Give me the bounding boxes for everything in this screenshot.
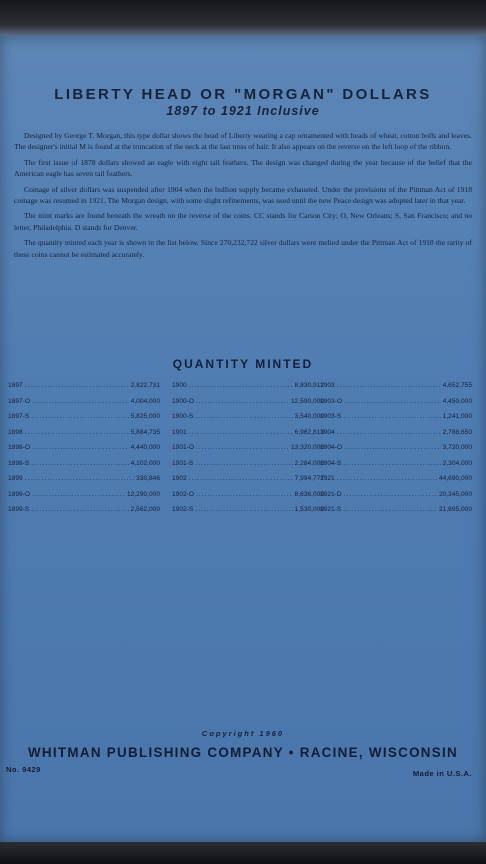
mintage-row xyxy=(8,444,160,460)
mintage-row xyxy=(172,506,324,522)
mint-year: 1904-O xyxy=(320,444,342,451)
mint-quantity: 12,290,000 xyxy=(126,490,160,498)
mint-year: 1921-S xyxy=(320,506,342,513)
mintage-row xyxy=(8,429,160,445)
mint-year: 1897-S xyxy=(8,413,30,420)
mint-year: 1898-S xyxy=(8,459,30,467)
mintage-column-1 xyxy=(8,382,160,522)
mint-quantity: 4,004,000 xyxy=(130,397,160,405)
dot-leader xyxy=(337,429,441,436)
mint-year: 1903-S xyxy=(320,413,342,420)
mintage-row xyxy=(8,382,160,398)
mintage-row xyxy=(8,491,160,507)
mintage-column-2 xyxy=(172,382,324,522)
mintage-row xyxy=(320,444,472,460)
description-text xyxy=(14,130,472,264)
quantity-minted-heading: QUANTITY MINTED xyxy=(172,357,314,371)
catalog-number: No. 9429 xyxy=(6,765,41,774)
publisher-line: WHITMAN PUBLISHING COMPANY • RACINE, WISCONSIN xyxy=(27,745,458,760)
mintage-row xyxy=(320,491,472,507)
mint-year: 1921 xyxy=(320,475,335,482)
mint-quantity: 2,284,000 xyxy=(294,459,324,467)
mint-quantity: 7,994,777 xyxy=(294,475,324,482)
mint-quantity: 3,540,000 xyxy=(294,413,324,420)
mint-year: 1900-O xyxy=(172,397,194,405)
mint-quantity: 330,846 xyxy=(136,475,160,482)
mintage-row xyxy=(172,460,324,476)
copyright: Copyright 1960 xyxy=(201,729,285,738)
dot-leader xyxy=(25,429,129,436)
dot-leader xyxy=(25,382,129,389)
dot-leader xyxy=(31,506,128,513)
dot-leader xyxy=(343,506,437,513)
mintage-row xyxy=(8,506,160,522)
bottom-edge xyxy=(0,842,486,864)
mint-year: 1904-S xyxy=(320,459,342,467)
mint-year: 1900-S xyxy=(172,413,194,420)
mintage-column-3 xyxy=(320,382,472,522)
mint-quantity: 2,788,650 xyxy=(442,428,472,436)
paragraph-coinage: Coinage of silver dollars was suspended after 1904 when the bullion supply became exhausted. Under the provisions of the Pittman Act of 1918 coinage was resumed in 1921. The Morgan design, with some slight refinements, was used until the new Peace design was adopted later in that year. xyxy=(14,184,472,206)
top-edge xyxy=(0,0,486,36)
mint-quantity: 21,695,000 xyxy=(438,506,472,513)
mint-quantity: 2,562,000 xyxy=(130,506,160,513)
mint-quantity: 5,884,735 xyxy=(130,428,160,436)
dot-leader xyxy=(337,382,441,389)
paragraph-quantity: The quantity minted each year is shown in the list below. Since 270,232,722 silver dollars were melted under the Pittman Act of 1918 the rarity of these coins cannot be estimated accurately. xyxy=(14,238,472,259)
dot-leader xyxy=(196,398,289,405)
page-title: LIBERTY HEAD OR "MORGAN" DOLLARS xyxy=(54,86,432,103)
mint-quantity: 13,320,000 xyxy=(290,444,324,451)
dot-leader xyxy=(196,491,293,498)
dot-leader xyxy=(196,444,289,451)
mint-quantity: 1,530,000 xyxy=(294,506,324,513)
mint-year: 1902 xyxy=(172,475,187,482)
mint-year: 1899 xyxy=(8,475,23,482)
mintage-row xyxy=(172,382,324,398)
mintage-row xyxy=(320,413,472,429)
mint-quantity: 20,345,000 xyxy=(438,490,472,498)
mint-year: 1902-S xyxy=(172,506,194,513)
mint-year: 1904 xyxy=(320,428,335,436)
mint-year: 1903 xyxy=(320,382,335,389)
paragraph-design: Designed by George T. Morgan, this type dollar shows the head of Liberty wearing a cap ornamented with heads of wheat, cotton bolls and leaves. The designer's initial M is found at the truncation of the neck at the last tress of hair. It also appears on the reverse on the left loop of the ribbon. xyxy=(14,131,472,152)
mint-year: 1898-O xyxy=(8,444,30,451)
mintage-row xyxy=(320,398,472,414)
dot-leader xyxy=(343,413,440,420)
dot-leader xyxy=(32,398,129,405)
dot-leader xyxy=(195,460,292,467)
dot-leader xyxy=(344,491,437,498)
paragraph-mint-marks: The mint marks are found beneath the wreath on the reverse of the coins. CC stands for Carson City; O, New Orleans; S, San Francisco; and no letter, Philadelphia. D stands for Denver. xyxy=(14,211,472,232)
mintage-row xyxy=(172,398,324,414)
made-in-usa: Made in U.S.A. xyxy=(412,769,472,778)
dot-leader xyxy=(337,475,437,482)
dot-leader xyxy=(32,444,129,451)
mint-quantity: 4,440,000 xyxy=(130,444,160,451)
mintage-row xyxy=(320,506,472,522)
mintage-row xyxy=(320,382,472,398)
dot-leader xyxy=(31,460,128,467)
mint-quantity: 1,241,000 xyxy=(442,413,472,420)
mint-year: 1900 xyxy=(172,382,187,389)
mint-year: 1901 xyxy=(172,428,187,436)
mintage-row xyxy=(172,444,324,460)
mint-quantity: 4,102,000 xyxy=(130,459,160,467)
mint-year: 1898 xyxy=(8,428,23,436)
mintage-row xyxy=(8,460,160,476)
dot-leader xyxy=(344,444,441,451)
mintage-row xyxy=(172,491,324,507)
dot-leader xyxy=(343,460,440,467)
mint-quantity: 8,830,912 xyxy=(294,382,324,389)
mint-quantity: 3,720,000 xyxy=(442,444,472,451)
dot-leader xyxy=(189,429,293,436)
mintage-row xyxy=(320,475,472,491)
mintage-row xyxy=(8,475,160,491)
mint-year: 1903-O xyxy=(320,397,342,405)
mintage-row xyxy=(172,475,324,491)
mint-quantity: 12,590,000 xyxy=(290,397,324,405)
mintage-row xyxy=(172,429,324,445)
dot-leader xyxy=(195,506,292,513)
paragraph-tail-feathers: The first issue of 1878 dollars showed an eagle with eight tail feathers. The design was changed during the year because of the belief that the American eagle has seven tail feathers. xyxy=(14,157,472,179)
mintage-row xyxy=(172,413,324,429)
mint-year: 1897-O xyxy=(8,397,30,405)
mint-year: 1899-O xyxy=(8,490,30,498)
page-subtitle: 1897 to 1921 Inclusive xyxy=(166,104,320,118)
mintage-row xyxy=(320,429,472,445)
dot-leader xyxy=(31,413,128,420)
mint-quantity: 2,304,000 xyxy=(442,459,472,467)
mint-quantity: 5,825,000 xyxy=(130,413,160,420)
mint-quantity: 4,450,000 xyxy=(442,397,472,405)
mint-year: 1902-O xyxy=(172,490,194,498)
dot-leader xyxy=(32,491,125,498)
mint-year: 1899-S xyxy=(8,506,30,513)
mint-year: 1901-S xyxy=(172,459,194,467)
mint-quantity: 6,962,813 xyxy=(294,428,324,436)
mint-year: 1901-O xyxy=(172,444,194,451)
dot-leader xyxy=(189,475,293,482)
dot-leader xyxy=(25,475,134,482)
dot-leader xyxy=(189,382,293,389)
mint-quantity: 4,652,755 xyxy=(442,382,472,389)
mint-year: 1897 xyxy=(8,382,23,389)
mint-quantity: 44,690,000 xyxy=(438,475,472,482)
mint-quantity: 2,822,731 xyxy=(130,382,160,389)
mintage-row xyxy=(320,460,472,476)
mint-quantity: 8,636,000 xyxy=(294,490,324,498)
dot-leader xyxy=(195,413,292,420)
mintage-row xyxy=(8,413,160,429)
mint-year: 1921-D xyxy=(320,490,342,498)
mintage-row xyxy=(8,398,160,414)
dot-leader xyxy=(344,398,441,405)
